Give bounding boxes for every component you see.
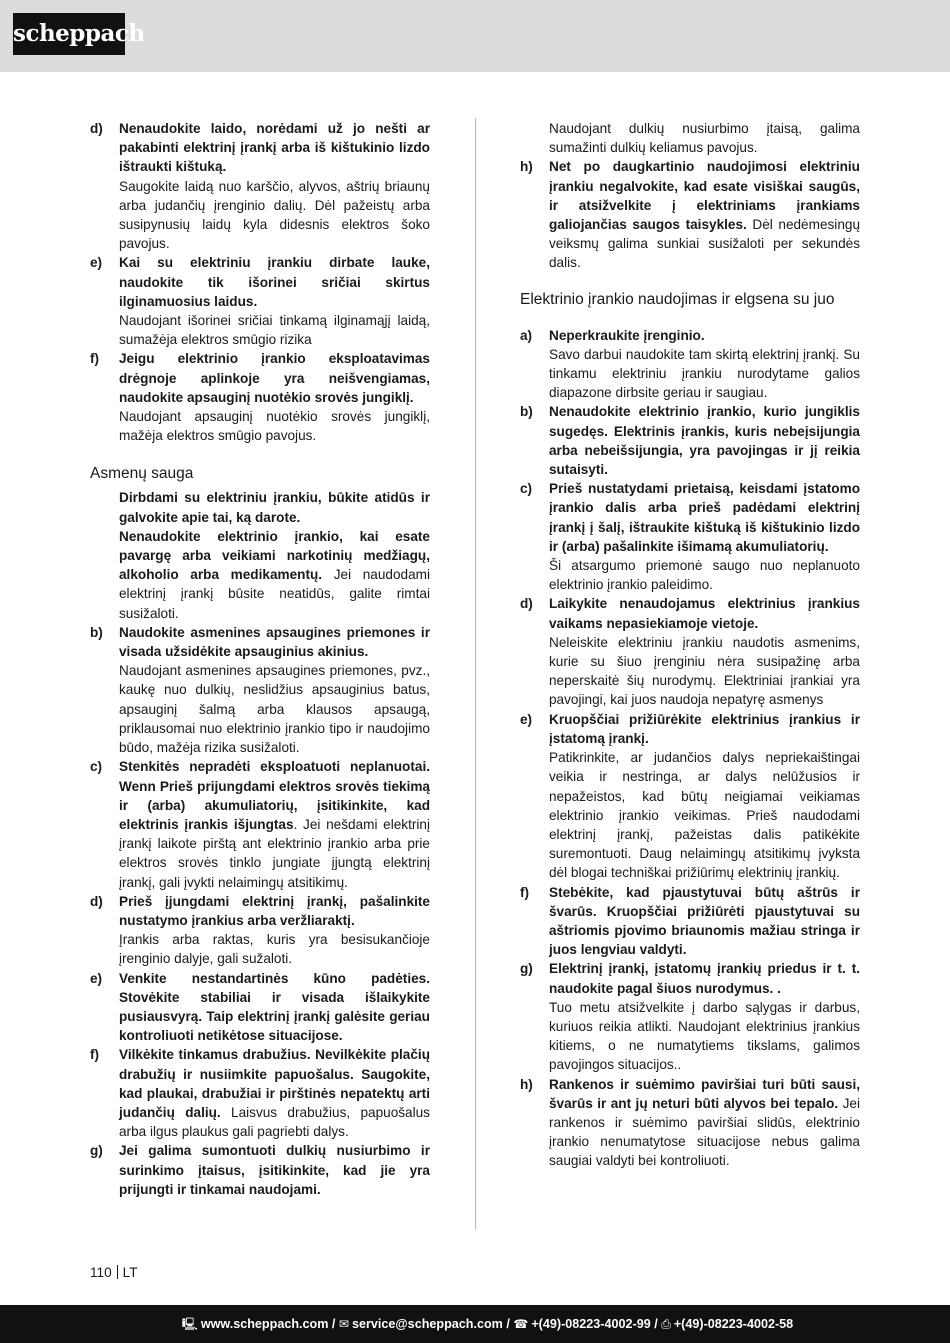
continuation-text: Naudojant dulkių nusiurbimo įtaisą, galima sumažinti dulkių keliamus pavojus. [549, 121, 860, 156]
list-item [520, 710, 860, 883]
item-text: Saugokite laidą nuo karščio, alyvos, aštrių briaunų arba judančių įrenginio dalių. Dėl pažeistų arba susipynusių laidų kyla didesnis elektros šoko pavojus. [119, 178, 430, 252]
list-item [90, 253, 430, 349]
item-bold-text: Nenaudokite elektrinio įrankio, kurio jungiklis sugedęs. Elektrinis įrankis, kuris nebeįsijungia arba nebeišsijungia, yra pavojingas ir jį reikia sutaisyti. [549, 404, 860, 478]
item-marker: c) [90, 759, 103, 775]
item-marker: d) [520, 596, 533, 612]
item-text: Savo darbui naudokite tam skirtą elektrinį įrankį. Su tinkamu elektriniu įrankiu nurodytame galios diapazone dirbsite geriau ir saugiau. [549, 346, 860, 401]
list-item [90, 119, 430, 253]
list-item [90, 623, 430, 757]
scheppach-logo: scheppach [13, 13, 125, 55]
continuation-block [520, 119, 860, 157]
item-text: Įrankis arba raktas, kuris yra besisukančioje įrenginio dalyje, gali sužaloti. [119, 932, 430, 967]
left-column [90, 119, 430, 1199]
item-marker: a) [520, 327, 533, 343]
phone-number: +(49)-08223-4002-99 / [531, 1317, 658, 1331]
item-marker: c) [520, 481, 533, 497]
item-text: Ši atsargumo priemonė saugo nuo neplanuoto elektrinio įrankio paleidimo. [549, 558, 860, 593]
item-bold-text: Rankenos ir suėmimo paviršiai turi būti sausi, švarūs ir ant jų neturi būti alyvos bei tepalo. [549, 1076, 860, 1111]
item-bold-text: Prieš įjungdami elektrinį įrankį, pašalinkite nustatymo įrankius arba veržliaraktį. [119, 893, 430, 928]
intro-text: Jei naudodami elektrinį įrankį būsite neatidūs, galite rimtai susižaloti. [119, 567, 431, 621]
item-marker: e) [90, 970, 103, 986]
list-item [520, 157, 860, 272]
intro-bold-1: Dirbdami su elektriniu įrankiu, būkite atidūs ir galvokite apie tai, ką darote. [119, 490, 430, 525]
item-marker: h) [520, 1076, 533, 1092]
item-text: Dėl nedėmesingų veiksmų galima sunkiai susižaloti per sekundės dalis. [549, 217, 861, 271]
item-text: Laisvus drabužius, papuošalus arba ilgus plaukus gali pagriebti dalys. [119, 1104, 430, 1140]
item-bold-text: Kruopščiai prižiūrėkite elektrinius įrankius ir įstatomą įrankį. [549, 711, 860, 746]
computer-icon: 🖳 [181, 1317, 198, 1331]
item-bold-text: Venkite nestandartinės kūno padėties. Stovėkite stabiliai ir visada išlaikykite pusiausvyrą. Taip elektrinį įrankį galėsite geriau kontroliuoti netikėtose situacijose. [119, 970, 430, 1044]
contact-bar [0, 1305, 950, 1343]
list-item [520, 959, 860, 1074]
website-link[interactable]: www.scheppach.com / [200, 1317, 336, 1331]
list-item [90, 757, 430, 891]
list-item [90, 892, 430, 969]
item-text: Patikrinkite, ar judančios dalys nepriekaištingai veikia ir nestringa, ar dalys nelūžusios ir nepažeistos, kad būtų neigiamai veikiamas elektrinio įrankio veikimas. Prieš naudodami elektrinį įrankį, pažeistas dalis patikėkite suremontuoti. Daug nelaimingų atsitikimų įvyksta dėl blogai techniškai prižiūrimų elektrinių įrankių. [549, 750, 860, 881]
item-bold-text: Elektrinį įrankį, įstatomų įrankių priedus ir t. t. naudokite pagal šiuos nurodymus. . [549, 961, 860, 996]
list-item [520, 1075, 860, 1171]
header-bar [0, 0, 950, 72]
item-marker: b) [520, 404, 533, 420]
item-text: . Jei nešdami elektrinį įrankį laikote pirštą ant elektrinio įrankio arba prie elektros srovės tinklo jungiate įjungtą elektrinį įrankį, gali įvykti nelaimingų atsitikimų. [119, 816, 430, 890]
item-text: Jei rankenos ir suėmimo paviršiai slidūs, elektrinio įrankio nenumatytose situacijose nebus galima saugiai valdyti bei kontroliuoti. [549, 1095, 861, 1169]
item-text: Neleiskite elektriniu įrankiu naudotis asmenims, kurie su šiuo įrenginiu nėra susipažinę arba neperskaitė šių nurodymų. Elektriniai įrankiai yra pavojingi, kai juos naudoja nepatyrę asmenys [549, 634, 860, 708]
item-marker: b) [90, 624, 103, 640]
intro-bold-2: Nenaudokite elektrinio įrankio, kai esate pavargę arba veikiami narkotinių medžiagų, alkoholio arba medikamentų. [119, 528, 430, 583]
item-bold-text: Jei galima sumontuoti dulkių nusiurbimo ir surinkimo įtaisus, įsitikinkite, kad jie yra prijungti ir tinkamai naudojami. [119, 1143, 430, 1197]
column-divider [475, 118, 476, 1230]
right-column [520, 119, 860, 1171]
fax-number: +(49)-08223-4002-58 [673, 1317, 794, 1331]
item-bold-text: Jeigu elektrinio įrankio eksploatavimas drėgnoje aplinkoje yra neišvengiamas, naudokite apsauginį nuotėkio srovės jungiklį. [119, 351, 430, 405]
item-bold-text: Neperkraukite įrenginio. [549, 327, 705, 343]
page-number-value: 110 [90, 1265, 112, 1280]
item-marker: h) [520, 159, 533, 175]
item-bold-text: Prieš nustatydami prietaisą, keisdami įstatomo įrankio dalis arba prieš padėdami elektrinį įrankį į šalį, ištraukite kištuką iš kištukinio lizdo ir (arba) pašalinkite išimamą akumuliatorių. [549, 481, 860, 554]
section-title: Asmenų sauga [90, 465, 194, 483]
item-bold-text: Stebėkite, kad pjaustytuvai būtų aštrūs ir švarūs. Kruopščiai prižiūrėti pjaustytuvai su aštriomis pjovimo briaunomis mažiau stringa ir juos lengviau valdyti. [549, 884, 860, 958]
item-text: Naudojant apsauginį nuotėkio srovės jungiklį, mažėja elektros smūgio pavojus. [119, 409, 430, 444]
item-marker: d) [90, 121, 103, 136]
list-item [520, 326, 860, 403]
item-bold-text: Net po daugkartinio naudojimosi elektriniu įrankiu negalvokite, kad esate visiškai saugūs, ir atsižvelkite į elektriniams įrankiams galiojančias saugos taisykles. [549, 159, 860, 233]
intro-paragraph [119, 527, 430, 623]
list-item [520, 883, 860, 960]
item-text: Naudojant asmenines apsaugines priemones, pvz., kaukę nuo dulkių, neslidžius apsauginius batus, apsauginį šalmą arba klausos apsaugą, priklausomai nuo elektrinio įrankio tipo ir naudojimo būdo, mažėja rizika susižaloti. [119, 663, 430, 756]
item-bold-text: Stenkitės nepradėti eksploatuoti neplanuotai. Wenn Prieš prijungdami elektros srovės tiekimą ir (arba) akumuliatorių, įsitikinkite, kad elektrinis įrankis išjungtas [119, 759, 430, 832]
fax-icon: ⎙ [661, 1317, 671, 1331]
list-item [520, 402, 860, 479]
item-text: Tuo metu atsižvelkite į darbo sąlygas ir darbus, kuriuos reikia atlikti. Naudojant elektrinius įrankius kitiems, o ne numatytiems tikslams, galimos pavojingos situacijos.. [549, 999, 860, 1073]
mail-icon: ✉ [338, 1317, 349, 1331]
item-bold-text: Naudokite asmenines apsaugines priemones ir visada užsidėkite apsauginius akinius. [119, 624, 430, 660]
list-item [90, 349, 430, 445]
list-item [520, 479, 860, 594]
item-marker: d) [90, 893, 103, 909]
page-number [90, 1265, 138, 1280]
item-bold-text: Kai su elektriniu įrankiu dirbate lauke, naudokite tik išorinei sričiai skirtus ilginamuosius laidus. [119, 255, 430, 309]
item-marker: e) [90, 255, 103, 271]
page-separator [117, 1265, 118, 1279]
list-item [520, 594, 860, 709]
language-code: LT [122, 1265, 138, 1280]
item-marker: f) [90, 1047, 100, 1063]
item-text: Naudojant išorinei sričiai tinkamą ilginamąjį laidą, sumažėja elektros smūgio rizika [119, 313, 430, 348]
list-item [90, 1045, 430, 1141]
item-marker: g) [90, 1143, 103, 1159]
item-marker: f) [520, 884, 530, 900]
item-marker: g) [520, 961, 533, 977]
item-marker: f) [90, 351, 100, 367]
phone-icon: ☎ [513, 1317, 529, 1331]
item-bold-text: Vilkėkite tinkamus drabužius. Nevilkėkite plačių drabužių ir nusiimkite papuošalus. Saugokite, kad plaukai, drabužiai ir pirštinės nepatektų arti judančių dalių. [119, 1047, 430, 1120]
list-item [90, 969, 430, 1046]
email-link[interactable]: service@scheppach.com / [351, 1317, 510, 1331]
item-marker: e) [520, 711, 533, 727]
item-bold-text: Nenaudokite laido, norėdami už jo nešti ar pakabinti elektrinį įrankį arba iš kištukinio lizdo ištraukti kištuką. [119, 121, 430, 175]
intro-block [90, 488, 430, 622]
list-item [90, 1141, 430, 1199]
item-bold-text: Laikykite nenaudojamus elektrinius įrankius vaikams nepasiekiamoje vietoje. [549, 596, 860, 631]
section-title: Elektrinio įrankio naudojimas ir elgsena su juo [520, 290, 835, 308]
